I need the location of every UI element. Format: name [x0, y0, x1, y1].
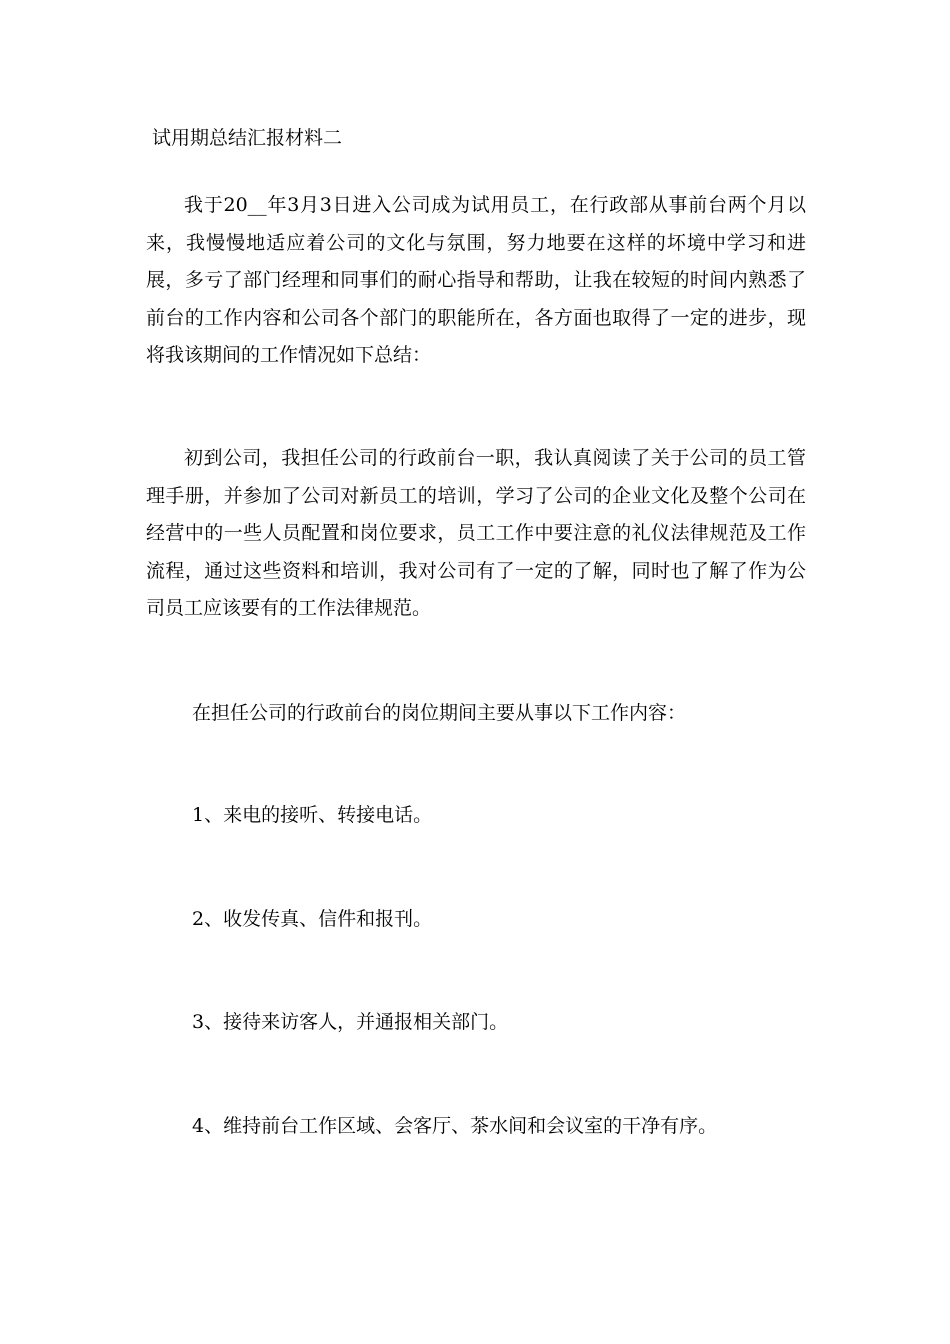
duties-intro-line: 在担任公司的行政前台的岗位期间主要从事以下工作内容： [192, 702, 687, 724]
paragraph-probation-intro: 我于20__年3月3日进入公司成为试用员工，在行政部从事前台两个月以来，我慢慢地适应着公司的文化与氛围，努力地要在这样的坏境中学习和进展，多亏了部门经理和同事们的耐心指导和帮助，让我在较短的时间内熟悉了前台的工作内容和公司各个部门的职能所在，各方面也取得了一定的进步，现将我该期间的工作情况如下总结： [146, 194, 806, 366]
list-item: 1、来电的接听、转接电话。 [192, 804, 433, 826]
list-item: 4、维持前台工作区域、会客厅、茶水间和会议室的干净有序。 [192, 1115, 718, 1137]
document-title: 试用期总结汇报材料二 [152, 127, 343, 149]
list-item: 2、收发传真、信件和报刊。 [192, 908, 433, 930]
paragraph-onboarding: 初到公司，我担任公司的行政前台一职，我认真阅读了关于公司的员工管理手册，并参加了公司对新员工的培训，学习了公司的企业文化及整个公司在经营中的一些人员配置和岗位要求，员工工作中要注意的礼仪法律规范及工作流程，通过这些资料和培训，我对公司有了一定的了解，同时也了解了作为公司员工应该要有的工作法律规范。 [146, 447, 806, 619]
list-item: 3、接待来访客人，并通报相关部门。 [192, 1011, 509, 1033]
